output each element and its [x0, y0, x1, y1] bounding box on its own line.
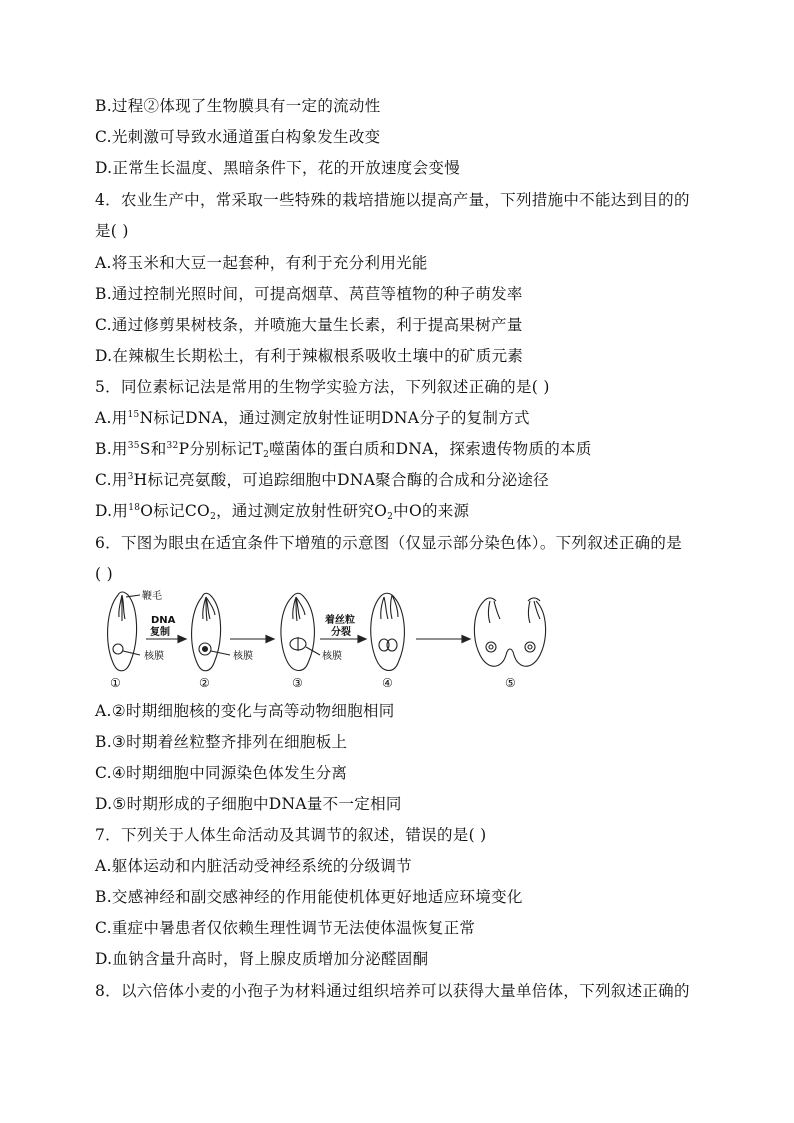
q6-option-d: D.⑤时期形成的子细胞中DNA量不一定相同	[95, 795, 402, 813]
label-split: 分裂	[331, 627, 351, 638]
label-flagellum: 鞭毛	[142, 591, 162, 602]
cell-1-nucleus	[113, 644, 123, 654]
q4-option-b: B.通过控制光照时间，可提高烟草、莴苣等植物的种子萌发率	[95, 285, 523, 303]
stage-label-1: ①	[110, 676, 121, 690]
q4-stem: 4．农业生产中，常采取一些特殊的栽培措施以提高产量，下列措施中不能达到目的的	[95, 191, 690, 209]
cell-4-flagellum-left	[381, 597, 388, 619]
q6-option-a: A.②时期细胞核的变化与高等动物细胞相同	[95, 702, 395, 720]
q8-stem: 8．以六倍体小麦的小孢子为材料通过组织培养可以获得大量单倍体，下列叙述正确的	[95, 982, 690, 1000]
q7-option-a: A.躯体运动和内脏活动受神经系统的分级调节	[95, 857, 412, 875]
q5-option-b: B.用$^{35}$S和$^{32}$P分别标记$T_2$噬菌体的蛋白质和DNA，探索遗传物质的本质	[95, 440, 592, 460]
cell-2-flagellum	[203, 597, 215, 621]
cell-5-nucleus-left	[486, 642, 496, 652]
label-membrane-1: 核膜	[144, 651, 164, 662]
stage-label-2: ②	[199, 676, 210, 690]
q5-option-a: A.用$^{15}$N标记DNA，通过测定放射性证明DNA分子的复制方式	[95, 409, 530, 427]
q6-stem: 6．下图为眼虫在适宜条件下增殖的示意图（仅显示部分染色体）。下列叙述正确的是	[95, 534, 683, 552]
q6-option-c: C.④时期细胞中同源染色体发生分离	[95, 764, 348, 782]
cell-1-flagellum	[119, 595, 125, 621]
cell-5-body	[474, 601, 545, 666]
q7-option-c: C.重症中暑患者仅依赖生理性调节无法使体温恢复正常	[95, 919, 476, 937]
label-membrane-3: 核膜	[322, 651, 342, 662]
label-centromere: 着丝粒	[325, 615, 355, 626]
cell-5-flagellum	[489, 601, 541, 623]
stage-label-5: ⑤	[505, 676, 516, 690]
q6-option-b: B.③时期着丝粒整齐排列在细胞板上	[95, 733, 348, 751]
q3-option-d: D.正常生长温度、黑暗条件下，花的开放速度会变慢	[95, 159, 461, 177]
figure-svg	[98, 589, 558, 691]
q4-option-c: C.通过修剪果树枝条，并喷施大量生长素，利于提高果树产量	[95, 316, 523, 334]
q3-option-b: B.过程②体现了生物膜具有一定的流动性	[95, 97, 381, 115]
q5-option-d: D.用$^{18}$O标记$CO_2$，通过测定放射性研究$O_2$中O的来源	[95, 502, 470, 522]
q7-option-d: D.血钠含量升高时，肾上腺皮质增加分泌醛固酮	[95, 950, 429, 968]
q3-option-c: C.光刺激可导致水通道蛋白构象发生改变	[95, 128, 381, 146]
stage-label-3: ③	[292, 676, 303, 690]
q6-stem-cont: ( )	[95, 565, 113, 583]
q4-option-d: D.在辣椒生长期松土，有利于辣椒根系吸收土壤中的矿质元素	[95, 347, 524, 365]
label-membrane-2: 核膜	[233, 651, 253, 662]
q4-stem-cont: 是( )	[95, 222, 129, 240]
label-dna: DNA	[151, 615, 176, 626]
q7-option-b: B.交感神经和副交感神经的作用能使机体更好地适应环境变化	[95, 888, 523, 906]
q4-option-a: A.将玉米和大豆一起套种，有利于充分利用光能	[95, 254, 428, 272]
q5-stem: 5．同位素标记法是常用的生物学实验方法，下列叙述正确的是( )	[95, 378, 550, 396]
q7-stem: 7．下列关于人体生命活动及其调节的叙述，错误的是( )	[95, 826, 487, 844]
label-replication: 复制	[150, 627, 170, 638]
q5-option-c: C.用$^3$H标记亮氨酸，可追踪细胞中DNA聚合酶的合成和分泌途径	[95, 471, 549, 489]
stage-label-4: ④	[382, 676, 393, 690]
cell-5-nucleus-right	[525, 642, 535, 652]
cell-4-body	[371, 593, 405, 670]
cell-3-flagellum	[293, 597, 305, 621]
cell-4-flagellum-right	[391, 595, 399, 619]
euglena-division-figure	[98, 589, 558, 691]
